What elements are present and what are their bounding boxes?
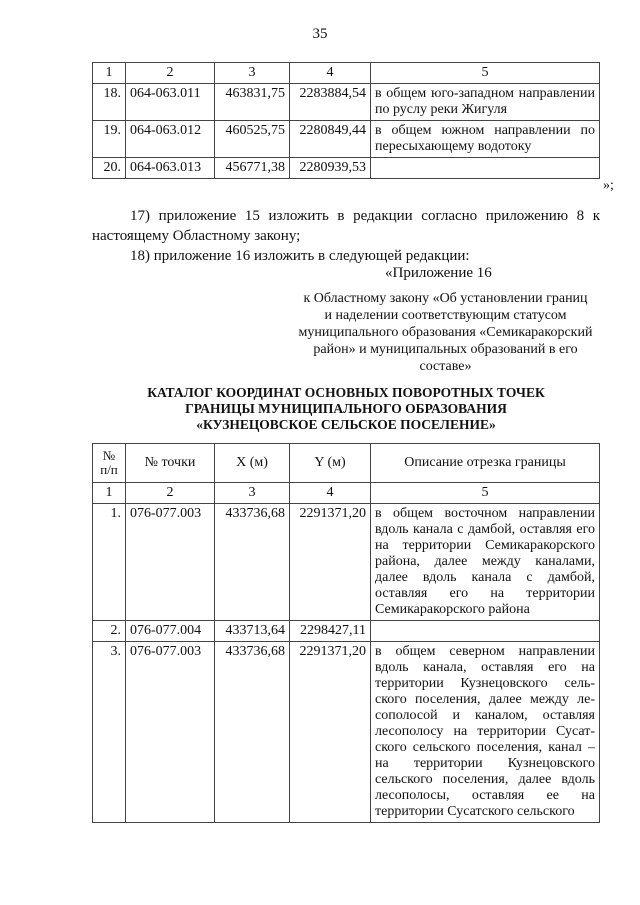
y-coord: 2283884,54	[290, 84, 371, 121]
header-description: Описание отрезка границы	[371, 444, 600, 483]
col-number: 2	[126, 483, 215, 504]
x-coord: 433736,68	[215, 642, 290, 823]
segment-description: в общем восточном направлении вдоль канала с дамбой, оставляя его на территории Семикаракорского района, далее между каналами, далее вдоль канала с дамбой, оставляя его на территории Семикаракорского района	[371, 504, 600, 621]
point-id: 064-063.011	[126, 84, 215, 121]
page-number: 35	[312, 26, 328, 42]
paragraph-17: 17) приложение 15 изложить в редакции согласно приложению 8 к настоящему Областному закону;	[92, 208, 600, 244]
y-coord: 2280849,44	[290, 121, 371, 158]
x-coord: 456771,38	[215, 158, 290, 179]
y-coord: 2298427,11	[290, 621, 371, 642]
closing-quote: »;	[603, 178, 614, 193]
segment-description: в общем юго-западном направлении по руслу реки Жигуля	[371, 84, 600, 121]
point-id: 064-063.013	[126, 158, 215, 179]
catalog-title-line: ГРАНИЦЫ МУНИЦИПАЛЬНОГО ОБРАЗОВАНИЯ	[185, 401, 507, 416]
segment-description	[371, 158, 600, 179]
table-row	[93, 504, 600, 621]
y-coord: 2280939,53	[290, 158, 371, 179]
segment-description: в общем северном направлении вдоль канала, оставляя его на территории Кузнецовского сельского поселения, далее между лесополосой и каналом, оставляя лесополосу на территории Сусатского сельского поселения, канал – на территории Кузнецовского сельского поселения, далее вдоль лесополосы, оставляя ее на территории Сусатского сельского	[371, 642, 600, 823]
header-index: № п/п	[93, 444, 126, 483]
row-index: 2.	[93, 621, 126, 642]
col-number: 3	[215, 483, 290, 504]
row-index: 19.	[93, 121, 126, 158]
col-number: 1	[93, 483, 126, 504]
point-id: 064-063.012	[126, 121, 215, 158]
point-id: 076-077.003	[126, 642, 215, 823]
x-coord: 463831,75	[215, 84, 290, 121]
header-y: Y (м)	[290, 444, 371, 483]
segment-description	[371, 621, 600, 642]
x-coord: 433736,68	[215, 504, 290, 621]
table-row	[93, 84, 600, 121]
appendix-subtitle: к Областному закону «Об установлении границ и наделении соответствующим статусом муниципального образования «Семикаракорский район» и муниципальных образований в его составе»	[298, 291, 593, 374]
coordinates-catalog-table	[92, 443, 600, 823]
y-coord: 2291371,20	[290, 504, 371, 621]
point-id: 076-077.003	[126, 504, 215, 621]
col-number: 5	[371, 483, 600, 504]
column-number-row	[93, 63, 600, 84]
appendix-heading: «Приложение 16	[385, 265, 492, 281]
header-x: X (м)	[215, 444, 290, 483]
point-id: 076-077.004	[126, 621, 215, 642]
col-number: 4	[290, 483, 371, 504]
y-coord: 2291371,20	[290, 642, 371, 823]
segment-description: в общем южном направлении по пересыхающему водотоку	[371, 121, 600, 158]
table-row	[93, 621, 600, 642]
col-number: 5	[371, 63, 600, 84]
paragraph-18: 18) приложение 16 изложить в следующей редакции:	[130, 248, 470, 264]
x-coord: 460525,75	[215, 121, 290, 158]
column-number-row	[93, 483, 600, 504]
table-row	[93, 642, 600, 823]
catalog-title	[92, 385, 600, 433]
header-row	[93, 444, 600, 483]
header-point: № точки	[126, 444, 215, 483]
col-number: 1	[93, 63, 126, 84]
catalog-title-line: КАТАЛОГ КООРДИНАТ ОСНОВНЫХ ПОВОРОТНЫХ ТОЧЕК	[147, 385, 545, 400]
col-number: 4	[290, 63, 371, 84]
coordinates-table-continued	[92, 62, 600, 179]
row-index: 18.	[93, 84, 126, 121]
x-coord: 433713,64	[215, 621, 290, 642]
row-index: 3.	[93, 642, 126, 823]
col-number: 3	[215, 63, 290, 84]
catalog-title-line: «КУЗНЕЦОВСКОЕ СЕЛЬСКОЕ ПОСЕЛЕНИЕ»	[196, 417, 496, 432]
col-number: 2	[126, 63, 215, 84]
table-row	[93, 121, 600, 158]
row-index: 1.	[93, 504, 126, 621]
table-row	[93, 158, 600, 179]
row-index: 20.	[93, 158, 126, 179]
